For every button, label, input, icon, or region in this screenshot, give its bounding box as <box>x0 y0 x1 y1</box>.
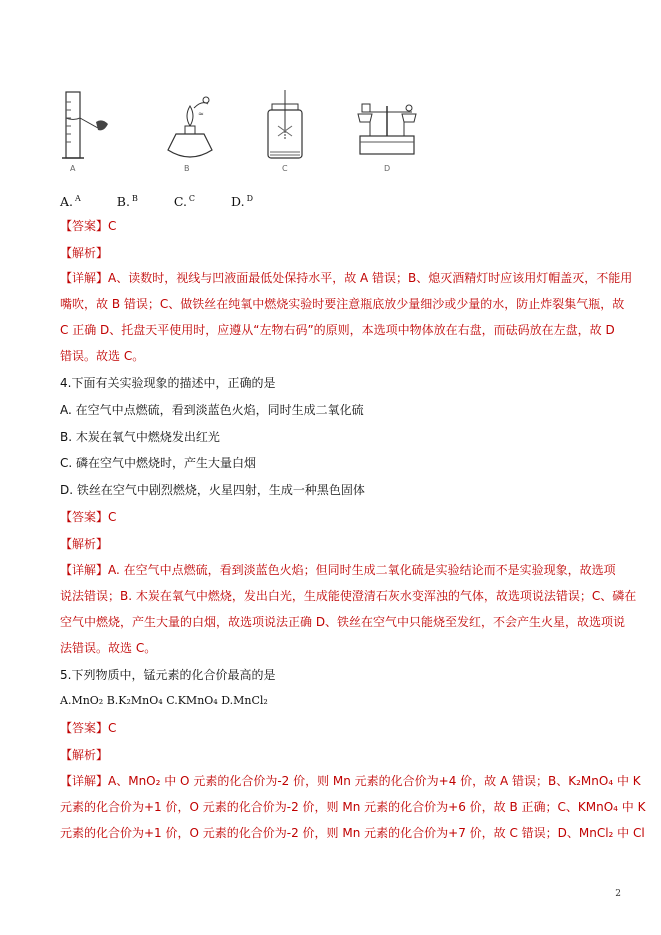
q3-choices <box>60 192 285 209</box>
q5-stem: 5.下列物质中，锰元素的化合价最高的是 <box>60 668 276 682</box>
page-number: 2 <box>615 889 621 899</box>
q3-detail-line: 嘴吹，故 B 错误；C、做铁丝在纯氧中燃烧实验时要注意瓶底放少量细沙或少量的水，防止炸裂集气瓶，故 <box>60 297 625 311</box>
q3-choice-c: C. $^C$ <box>173 194 196 210</box>
q4-detail-line: 空气中燃烧，产生大量的白烟，故选项说法正确 D、铁丝在空气中只能烧至发红，不会产生火星，故选项说 <box>60 615 626 629</box>
figure-b-label: B <box>184 164 190 173</box>
q3-choice-a: A. $^A$ <box>60 194 81 210</box>
figure-c-label: C <box>282 164 288 173</box>
q3-analysis-heading: 【解析】 <box>60 246 109 260</box>
apparatus-figures <box>60 88 420 180</box>
figure-c-gas-jar <box>258 88 314 173</box>
svg-text:≈: ≈ <box>198 110 204 118</box>
q5-options: A.MnO₂ B.K₂MnO₄ C.KMnO₄ D.MnCl₂ <box>60 694 268 707</box>
figure-a-label: A <box>70 164 76 173</box>
figure-d-balance <box>352 88 422 173</box>
q5-detail-line: 元素的化合价为+1 价，O 元素的化合价为-2 价，则 Mn 元素的化合价为+7 价，故 C 错误；D、MnCl₂ 中 Cl <box>60 826 645 840</box>
q4-detail-line: 【详解】A. 在空气中点燃硫，看到淡蓝色火焰；但同时生成二氧化硫是实验结论而不是实验现象，故选项 <box>60 563 616 577</box>
q4-answer: 【答案】C <box>60 510 117 524</box>
q4-detail-line: 说法错误；B. 木炭在氧气中燃烧，发出白光，生成能使澄清石灰水变浑浊的气体，故选项说法错误；C、磷在 <box>60 589 637 603</box>
q5-detail-line: 【详解】A、MnO₂ 中 O 元素的化合价为-2 价，则 Mn 元素的化合价为+4 价，故 A 错误；B、K₂MnO₄ 中 K <box>60 774 641 788</box>
q3-choice-d: D. $^D$ <box>231 194 254 210</box>
q3-detail-line: 错误。故选 C。 <box>60 349 145 363</box>
q4-detail-line: 法错误。故选 C。 <box>60 641 157 655</box>
q5-answer: 【答案】C <box>60 721 117 735</box>
figure-a-graduated-cylinder <box>60 88 130 173</box>
q5-detail-line: 元素的化合价为+1 价，O 元素的化合价为-2 价，则 Mn 元素的化合价为+6 价，故 B 正确；C、KMnO₄ 中 K <box>60 800 646 814</box>
q3-answer: 【答案】C <box>60 219 117 233</box>
figure-d-label: D <box>384 164 391 173</box>
q4-option-a: A. 在空气中点燃硫，看到淡蓝色火焰，同时生成二氧化硫 <box>60 403 364 417</box>
q4-analysis-heading: 【解析】 <box>60 537 109 551</box>
q3-detail-line: C 正确 D、托盘天平使用时，应遵从“左物右码”的原则，本选项中物体放在右盘，而砝码放在左盘，故 D <box>60 323 615 337</box>
q5-analysis-heading: 【解析】 <box>60 748 109 762</box>
q4-option-c: C. 磷在空气中燃烧时，产生大量白烟 <box>60 456 257 470</box>
q4-option-d: D. 铁丝在空气中剧烈燃烧，火星四射，生成一种黑色固体 <box>60 483 365 497</box>
q3-detail-line: 【详解】A、读数时，视线与凹液面最低处保持水平，故 A 错误；B、熄灭酒精灯时应该用灯帽盖灭，不能用 <box>60 271 633 285</box>
q3-choice-b: B. $^B$ <box>116 194 138 210</box>
q4-option-b: B. 木炭在氧气中燃烧发出红光 <box>60 430 220 444</box>
figure-b-alcohol-lamp <box>160 88 220 173</box>
q4-stem: 4.下面有关实验现象的描述中，正确的是 <box>60 376 276 390</box>
